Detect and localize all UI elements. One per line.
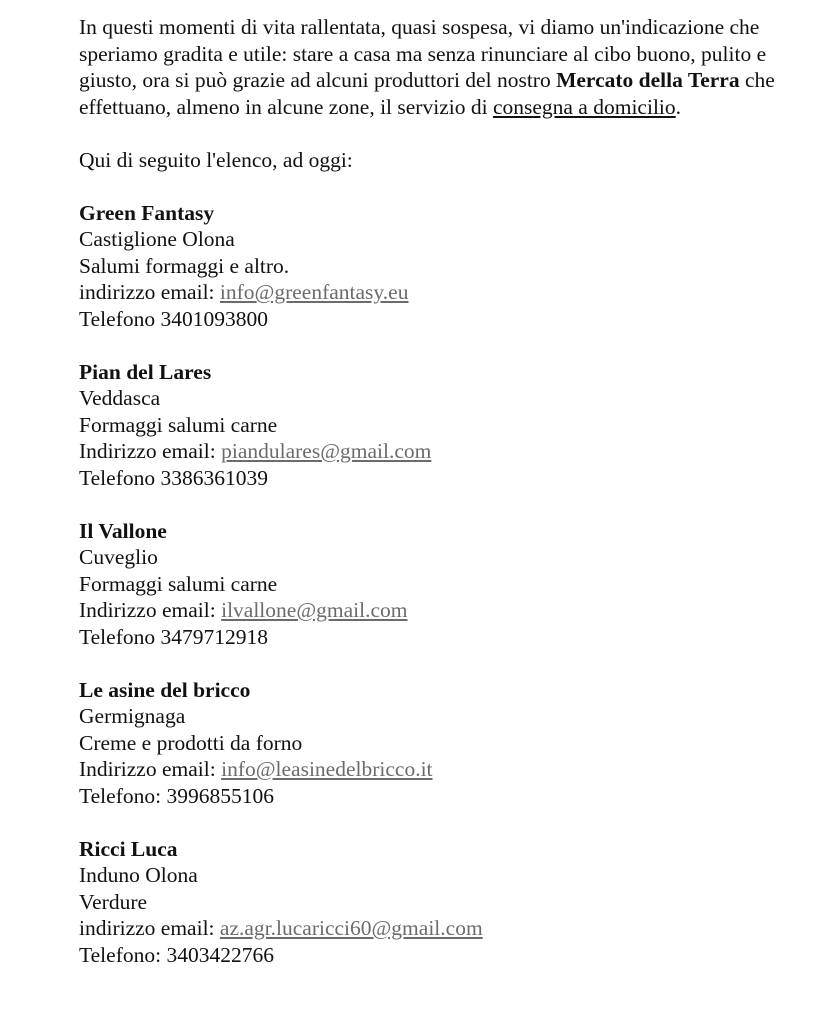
producer-name: Le asine del bricco <box>79 677 251 702</box>
producer-location: Germignaga <box>79 704 186 728</box>
intro-text-1: In questi momenti di vita rallentata, quasi sospesa, vi diamo un'indicazione che speriamo gradita e utile: stare a casa ma senza rinunciare al cibo buono, pulito e giusto, ora si può grazie ad alcuni produttori del nostro <box>79 15 767 92</box>
email-label: Indirizzo email: <box>79 439 222 463</box>
producer-email-link[interactable]: piandulares@gmail.com <box>221 439 432 463</box>
producer-phone: Telefono: 3996855106 <box>79 783 274 808</box>
producer-name: Il Vallone <box>79 518 167 543</box>
list-intro: Qui di seguito l'elenco, ad oggi: <box>79 147 353 172</box>
producer-name: Green Fantasy <box>79 200 215 225</box>
intro-text-3: . <box>675 94 682 119</box>
producer-phone: Telefono: 3403422766 <box>79 942 274 967</box>
email-label: indirizzo email: <box>79 916 220 940</box>
email-label: Indirizzo email: <box>79 598 222 622</box>
producer-location: Castiglione Olona <box>79 227 235 251</box>
document-body <box>79 14 779 968</box>
producer-phone: Telefono 3401093800 <box>79 306 268 331</box>
producer-products: Creme e prodotti da forno <box>79 730 303 755</box>
home-delivery-link[interactable]: consegna a domicilio <box>492 94 676 119</box>
intro-text-2: che effettuano, almeno in alcune zone, il servizio di <box>79 68 775 119</box>
producer-email-link[interactable]: info@greenfantasy.eu <box>219 280 409 304</box>
producer-email-line <box>79 438 779 465</box>
producer-email-link[interactable]: info@leasinedelbricco.it <box>221 757 433 781</box>
producer-phone: Telefono 3479712918 <box>79 624 268 649</box>
producer-location: Cuveglio <box>79 545 158 569</box>
producer-products: Verdure <box>79 889 148 914</box>
producer-email-line <box>79 279 779 306</box>
intro-bold-market: Mercato della Terra <box>556 68 740 92</box>
producer-email-line <box>79 756 779 783</box>
producer-location: Veddasca <box>79 386 161 410</box>
producer-entry <box>79 836 779 969</box>
producer-products: Formaggi salumi carne <box>79 412 278 437</box>
producer-email-line <box>79 915 779 942</box>
producer-name: Pian del Lares <box>79 359 212 384</box>
producer-entry <box>79 677 779 810</box>
intro-paragraph <box>79 14 779 120</box>
producer-name: Ricci Luca <box>79 836 178 861</box>
producer-email-link[interactable]: ilvallone@gmail.com <box>221 598 408 622</box>
email-label: indirizzo email: <box>79 280 220 304</box>
producer-email-line <box>79 597 779 624</box>
email-label: Indirizzo email: <box>79 757 222 781</box>
producer-phone: Telefono 3386361039 <box>79 465 268 490</box>
producer-entry <box>79 359 779 492</box>
producer-entry <box>79 200 779 333</box>
producer-products: Salumi formaggi e altro. <box>79 253 290 278</box>
producer-entry <box>79 518 779 651</box>
producer-email-link[interactable]: az.agr.lucaricci60@gmail.com <box>219 916 483 940</box>
producer-products: Formaggi salumi carne <box>79 571 278 596</box>
producer-location: Induno Olona <box>79 863 198 887</box>
